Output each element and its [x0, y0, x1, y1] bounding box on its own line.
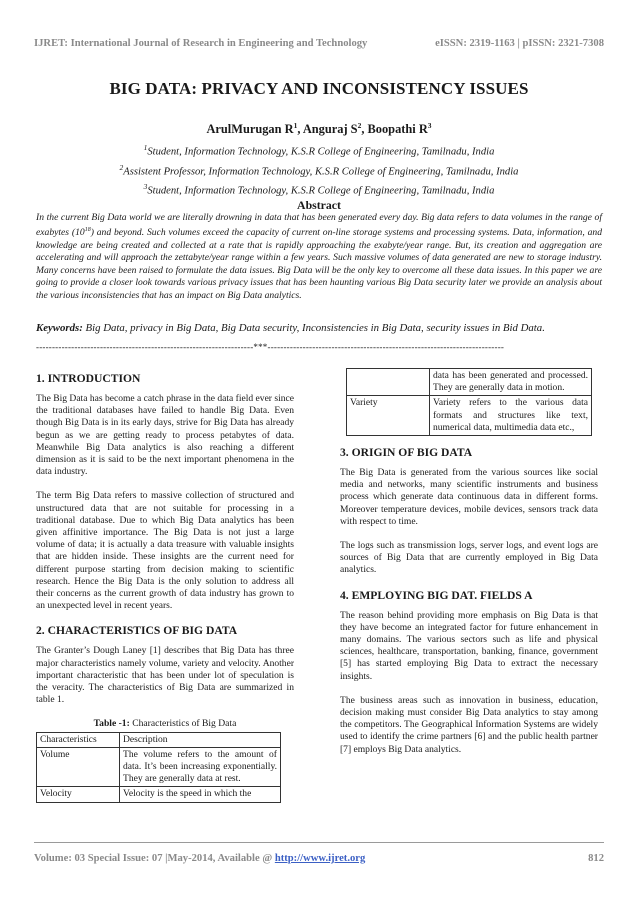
- abstract-heading: Abstract: [297, 198, 341, 212]
- journal-name: IJRET: International Journal of Research in Engineering and Technology: [34, 38, 368, 49]
- table-cell: Velocity: [37, 787, 120, 802]
- author: Anguraj $S^2$,: [302, 121, 368, 137]
- table-row: [37, 747, 281, 787]
- affiliation: $^3$Student, Information Technology, K.S.R College of Engineering, Tamilnadu, India: [143, 182, 495, 197]
- author: Boopathi $R^3$: [367, 121, 432, 137]
- paragraph: The Granter’s Dough Laney [1] describes that Big Data has three major characteristics namely volume, variety and velocity. Another important characteristic that has been under lot of speculation is the veracity. The characteristics of Big Data are summarized in table 1.: [36, 645, 294, 706]
- affiliation: $^2$Assistent Professor, Information Technology, K.S.R College of Engineering, Tamilnadu, India: [119, 162, 519, 178]
- volume-info: Volume: 03 Special Issue: 07 |May-2014, Available @ http://www.ijret.org: [34, 853, 366, 864]
- abstract-text: In the current Big Data world we are literally drowning in data that has been generated every day. Big data refers to data volumes in the range of exabytes $(10^{18})$ and beyond. Such volumes exceed the capacity of current on-line storage systems and processing systems. Data, information, and knowledge are being created and collected at a rate that is rapidly approaching the exabyte/year range. But, its creation and aggregation are accelerating and will approach the zettabyte/year range within a few years. Such massive volumes of data generated are new to storage industry. Many concerns have been raised to formulate the data issues. Big Data will be the only key to overcome all these data issues. In this paper we are going to provide a closer look towards various privacy issues that has been haunting various Big Data security later we provide an analysis about the various inconsistencies that has an impact on Big Data analytics.: [36, 212, 602, 301]
- paragraph: The logs such as transmission logs, server logs, and event logs are sources of Big Data that are currently employed in Big Data analytics.: [340, 540, 598, 576]
- table-header: Description: [120, 732, 281, 747]
- keywords: Keywords: Big Data, privacy in Big Data, Big Data security, Inconsistencies in Big Data, security issues in Bid Data.: [36, 322, 545, 334]
- table-cell: data has been generated and processed. They are generally data in motion.: [430, 369, 592, 396]
- affiliations: [0, 140, 638, 199]
- running-header: [34, 38, 604, 49]
- table-cell: Velocity is the speed in which the: [120, 787, 281, 802]
- table-cell: The volume refers to the amount of data. It’s been increasing exponentially. They are generally data at rest.: [120, 747, 281, 787]
- running-footer: [34, 853, 604, 864]
- paragraph: The Big Data has become a catch phrase in the data field ever since the traditional databases have failed to handle Big Data. Even though Big Data is in its early days, strive for Big Data has already begun as we are getting ready to process petabytes of data. Meanwhile Big Data analytics is also reaching a different dimension as it is said to be the next important phenomena in the data industry.: [36, 393, 294, 478]
- paragraph: The Big Data is generated from the various sources like social media and networks, many scientific instruments and business process which generate data continuous data in different forms. Moreover temperature devices, mobile devices, sensors track data with respect to time.: [340, 467, 598, 527]
- table-cell: Volume: [37, 747, 120, 787]
- section-heading-introduction: 1. INTRODUCTION: [36, 372, 141, 385]
- section-heading-origin: 3. ORIGIN OF BIG DATA: [340, 446, 473, 460]
- table-row: [347, 396, 592, 436]
- table-row: [37, 787, 281, 802]
- paper-title: BIG DATA: PRIVACY AND INCONSISTENCY ISSUES: [109, 79, 529, 98]
- characteristics-table-continued: [346, 368, 592, 436]
- table-header: Characteristics: [37, 732, 120, 747]
- author-list: [0, 121, 638, 137]
- table-header-row: [37, 732, 281, 747]
- left-column: [36, 370, 294, 803]
- paragraph: The reason behind providing more emphasis on Big Data is that they have become an integrated factor for future enhancement in many domains. The various sectors such as life and physical sciences, healthcare, transportation, banking, finance, government [5] has started employing Big Data to extract the necessary insights.: [340, 609, 598, 682]
- footer-rule: [34, 842, 604, 843]
- table-cell: [347, 369, 430, 396]
- section-heading-characteristics: 2. CHARACTERISTICS OF BIG DATA: [36, 624, 238, 638]
- table-cell: Variety refers to the various data formats and structures like text, numerical data, multimedia data etc.,: [430, 396, 592, 436]
- paragraph: The term Big Data refers to massive collection of structured and unstructured data that are not suitable for processing in a traditional database. Due to which Big Data analytics has been given affinitive importance. The Big Data is not just a large volume of data; it is actually a data treasure with valuable insights that are hidden inside. These insights are the current need for different purpose starting from decision making to scientific research. Hence the Big Data is the only solution to address all their concerns as the current growth of data industry has grown to an unexpected level in recent years.: [36, 490, 294, 612]
- table-cell: Variety: [347, 396, 430, 436]
- table-row: [347, 369, 592, 396]
- right-column: [340, 368, 598, 768]
- author: ArulMurugan $R^1$,: [206, 121, 303, 137]
- issn: eISSN: 2319-1163 | pISSN: 2321-7308: [435, 38, 604, 49]
- affiliation: $^1$Student, Information Technology, K.S.R College of Engineering, Tamilnadu, India: [143, 143, 495, 158]
- section-separator: --------------------------------------------------------------------***--------------------------------------------------------------------------: [36, 342, 505, 352]
- keywords-label: Keywords:: [36, 322, 83, 334]
- section-heading-employing: 4. EMPLOYING BIG DAT. FIELDS A: [340, 588, 533, 602]
- characteristics-table: [36, 732, 281, 803]
- paragraph: The business areas such as innovation in business, education, decision making must consider Big Data analytics to stay among the competitors. The Geographical Information Systems are widely used to identify the crime partners [6] and the public health partner [7] employs Big Data analytics.: [340, 694, 598, 755]
- journal-link[interactable]: http://www.ijret.org: [274, 853, 366, 864]
- table-caption: Table -1: Characteristics of Big Data: [93, 718, 237, 730]
- page-number: 812: [588, 853, 604, 864]
